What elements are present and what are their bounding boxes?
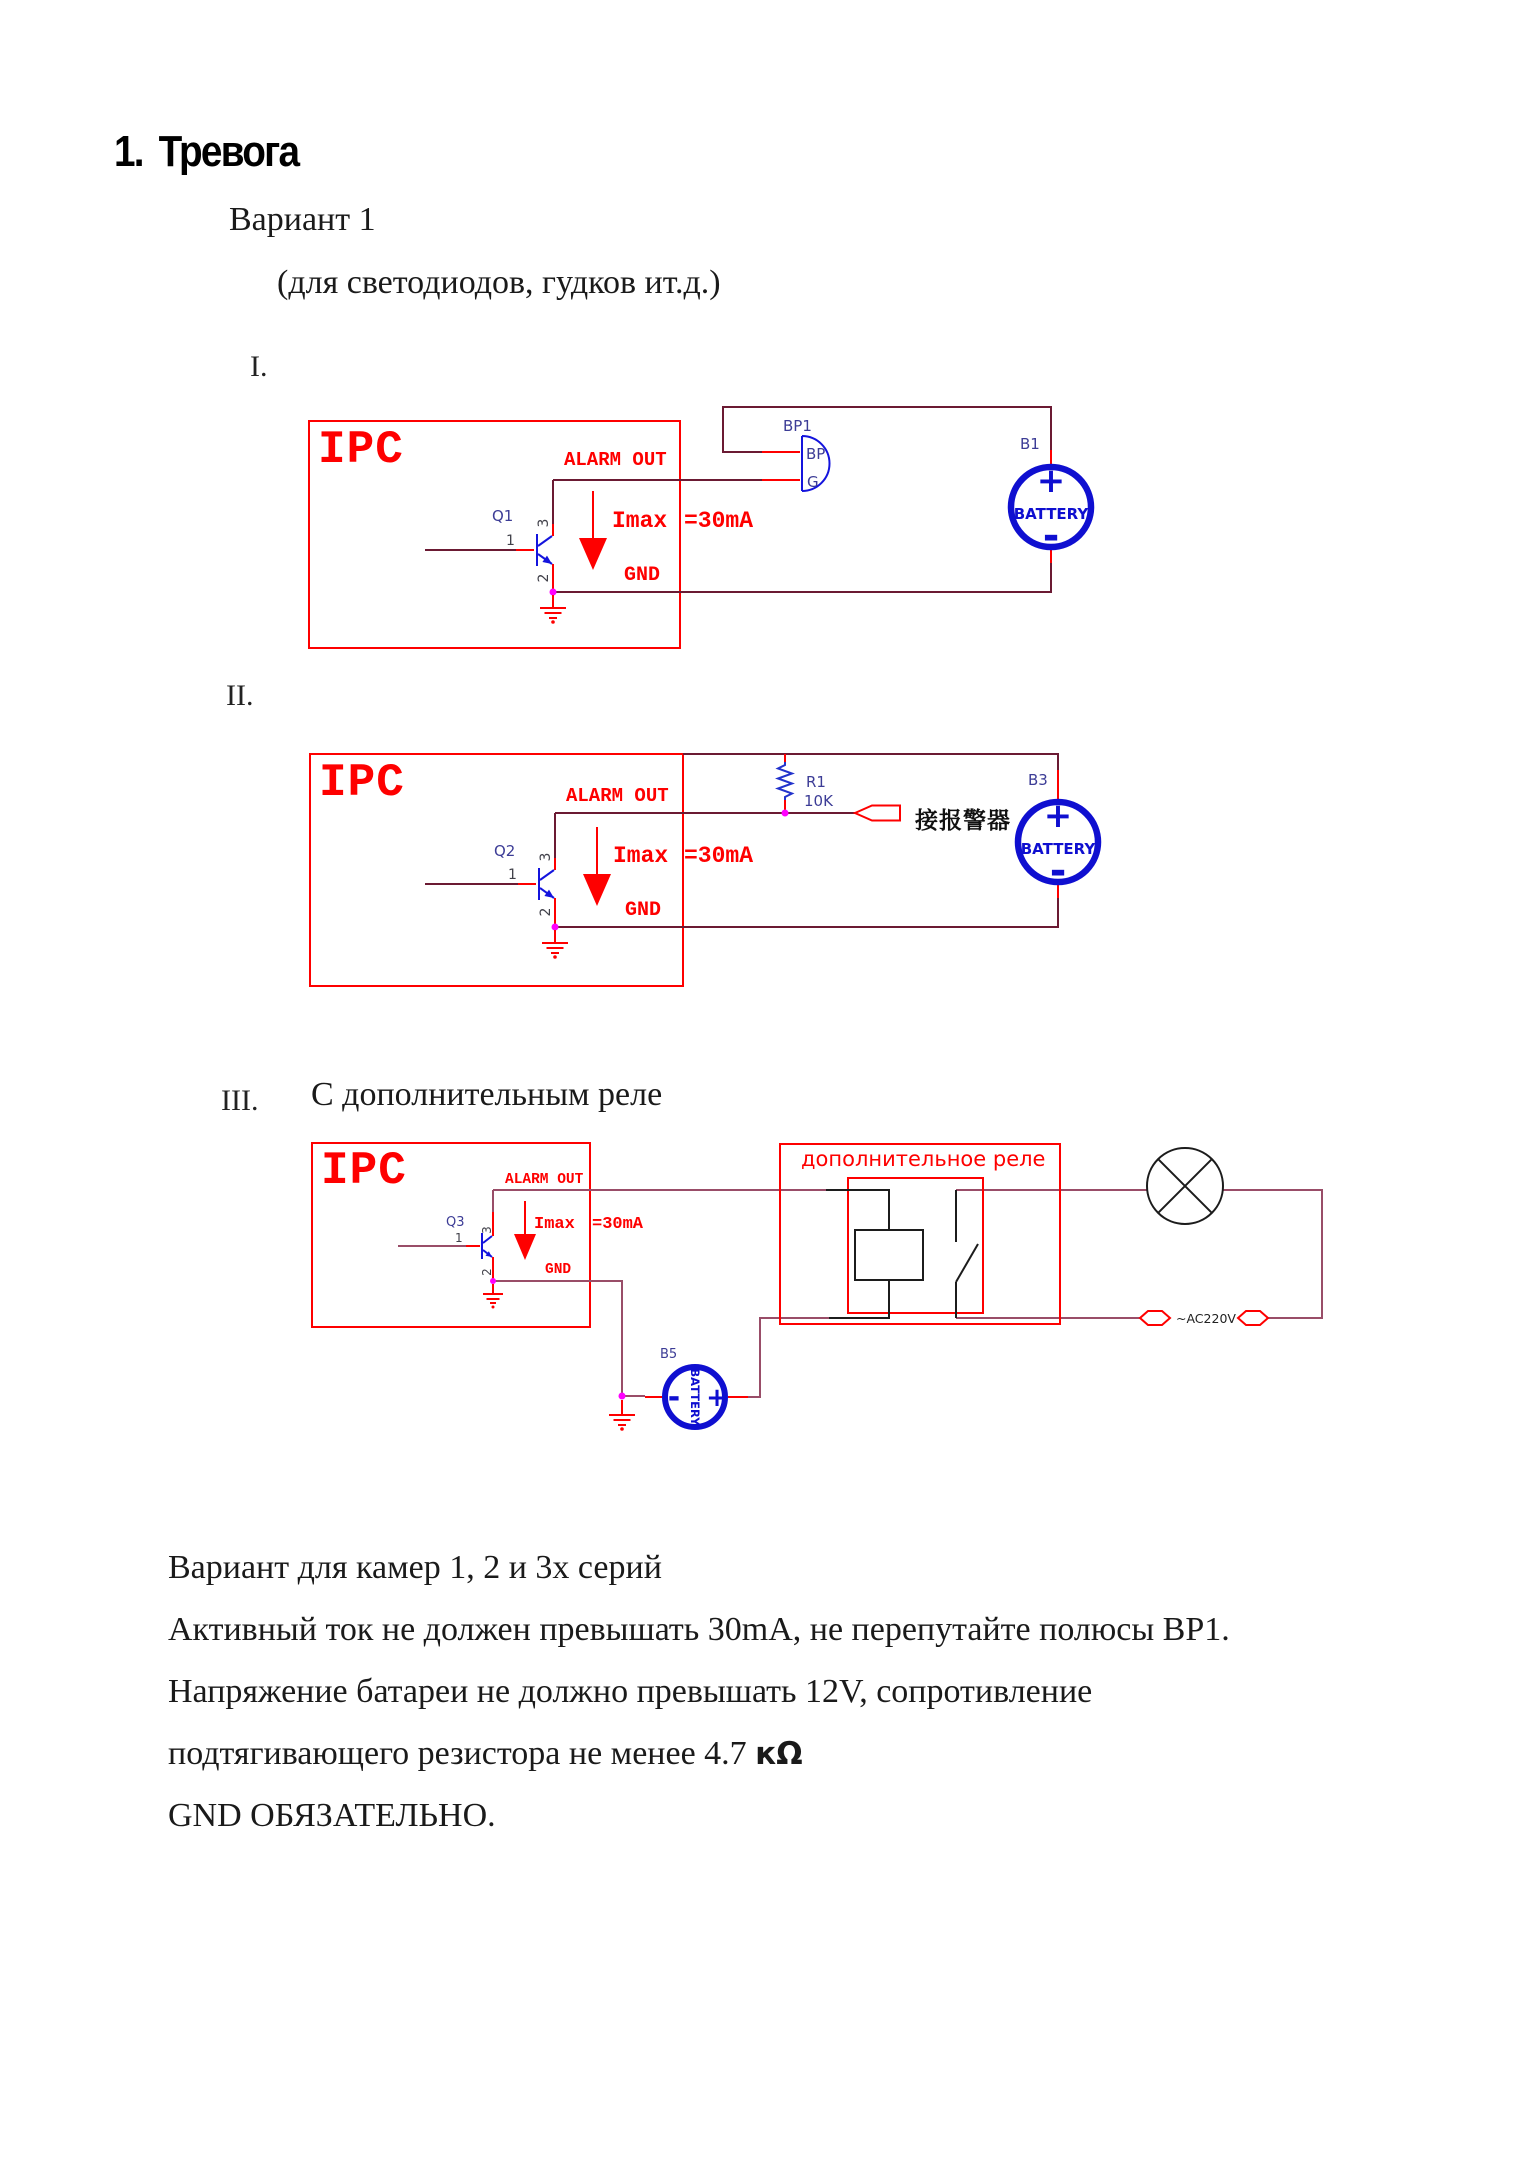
transistor-collector — [540, 870, 554, 880]
ipc-label: IPC — [321, 1145, 407, 1197]
resistor-value: 10K — [804, 792, 833, 810]
wire — [748, 1318, 829, 1397]
resistance-unit: кΩ — [755, 1736, 803, 1772]
ground-symbol — [542, 930, 568, 959]
ground-bars — [540, 608, 566, 618]
battery-plus: + — [1036, 461, 1066, 501]
relay-title: дополнительное реле — [801, 1147, 1046, 1171]
section-3-title: С дополнительным реле — [311, 1076, 663, 1113]
net-connector-icon — [855, 806, 900, 821]
resistor-zigzag — [778, 762, 792, 800]
arrow-head — [514, 1234, 536, 1260]
wire — [683, 754, 1058, 770]
circuit-ii-diagram — [310, 754, 1098, 986]
transistor-collector — [483, 1236, 492, 1243]
circuit-iii-diagram — [312, 1143, 1322, 1431]
lamp-icon — [1147, 1148, 1223, 1224]
ground-symbol — [483, 1284, 503, 1309]
ac-source — [1140, 1311, 1268, 1326]
ground-dot — [620, 1427, 624, 1431]
pin-3-label: 3 — [536, 518, 552, 528]
arrow-head — [583, 874, 611, 906]
lamp-cross — [1158, 1159, 1212, 1213]
alarm-device-tag: 接报警器 — [915, 808, 1011, 834]
transistor-q2 — [539, 868, 554, 900]
ground-bars — [609, 1415, 635, 1425]
ac-voltage-label: ~AC220V — [1176, 1311, 1236, 1326]
imax-label: Imax — [612, 508, 668, 534]
imax-label: Imax — [613, 843, 669, 869]
emitter-arrow — [542, 556, 552, 564]
resistor-r1 — [778, 762, 834, 810]
pin-1-label: 1 — [506, 533, 515, 549]
transistor-q3 — [482, 1233, 492, 1259]
notes-block — [168, 1548, 1230, 1858]
switch-blade — [956, 1244, 978, 1282]
battery-b5 — [660, 1347, 728, 1427]
note-line: Напряжение батареи не должно превышать 12V, сопротивление — [168, 1673, 1093, 1710]
ground-symbol — [540, 595, 566, 624]
buzzer-pin-bp: BP — [806, 445, 826, 463]
imax-value: =30mA — [684, 843, 754, 869]
transistor-collector — [538, 536, 552, 546]
ac-connector-icon — [1238, 1311, 1268, 1325]
battery-plus: + — [1043, 796, 1073, 836]
battery-minus: - — [1049, 848, 1067, 894]
ground-bars — [483, 1294, 503, 1303]
pin-2-label: 2 — [536, 573, 552, 583]
battery-minus: - — [1042, 513, 1060, 559]
wire — [1223, 1190, 1322, 1318]
alarm-out-label: ALARM OUT — [566, 785, 669, 807]
battery-plus: + — [706, 1383, 728, 1413]
relay-outer-box — [780, 1144, 1060, 1324]
note-line: Активный ток не должен превышать 30mA, не перепутайте полюсы BP1. — [168, 1611, 1230, 1648]
ground-bars — [542, 943, 568, 953]
section-numeral-1: I. — [250, 350, 268, 383]
alarm-out-label: ALARM OUT — [505, 1172, 584, 1188]
imax-label: Imax — [534, 1215, 575, 1234]
buzzer-refdes: BP1 — [783, 417, 812, 435]
gnd-label: GND — [625, 899, 662, 922]
circuit-i-diagram — [309, 407, 1091, 648]
battery-refdes: B3 — [1028, 771, 1048, 789]
emitter-arrow — [544, 890, 554, 898]
heading-title: Тревога — [158, 127, 299, 176]
transistor-q1 — [537, 534, 552, 566]
current-arrow-icon — [514, 1201, 536, 1260]
current-arrow-icon — [579, 491, 607, 570]
wire — [723, 407, 1051, 452]
battery-text: BATTERY — [1020, 840, 1096, 858]
junction-dot — [552, 924, 559, 931]
note-line-text: подтягивающего резистора не менее 4.7 — [168, 1735, 756, 1772]
transistor-refdes: Q2 — [494, 842, 516, 860]
transistor-refdes: Q1 — [492, 507, 514, 525]
junction-dot — [550, 589, 557, 596]
battery-refdes: B1 — [1020, 435, 1040, 453]
ground-dot — [492, 1306, 495, 1309]
variant-subtitle: Вариант 1 — [229, 201, 376, 238]
relay-inner-box — [848, 1178, 983, 1313]
pin-1-label: 1 — [508, 867, 517, 883]
pin-3-label: 3 — [538, 852, 554, 862]
relay-module — [780, 1144, 1060, 1324]
battery-text: BATTERY — [1013, 505, 1089, 523]
note-line: GND ОБЯЗАТЕЛЬНО. — [168, 1797, 496, 1834]
battery-refdes: B5 — [660, 1347, 678, 1362]
coil-top-wire — [826, 1190, 889, 1230]
pin-2-label: 2 — [538, 907, 554, 917]
pin-1-label: 1 — [455, 1231, 463, 1245]
relay-coil — [855, 1230, 923, 1280]
variant-note: (для светодиодов, гудков ит.д.) — [277, 264, 721, 301]
gnd-label: GND — [545, 1262, 572, 1278]
junction-dot — [619, 1393, 626, 1400]
battery-text: BATTERY — [688, 1368, 702, 1426]
ground-dot — [553, 955, 557, 959]
heading-number: 1. — [114, 127, 143, 176]
transistor-refdes: Q3 — [446, 1215, 465, 1230]
ipc-label: IPC — [319, 757, 405, 809]
wire — [493, 1281, 622, 1396]
note-line: Вариант для камер 1, 2 и 3х серий — [168, 1549, 662, 1586]
ipc-label: IPC — [318, 424, 404, 476]
arrow-head — [579, 538, 607, 570]
ground-symbol — [609, 1400, 635, 1431]
pin-2-label: 2 — [480, 1268, 494, 1276]
pin-3-label: 3 — [480, 1226, 494, 1234]
battery-minus: - — [667, 1380, 681, 1415]
section-numeral-3: III. — [221, 1084, 259, 1117]
buzzer-pin-g: G — [807, 473, 819, 491]
junction-dot — [782, 810, 789, 817]
imax-value: =30mA — [684, 508, 754, 534]
note-line — [168, 1734, 1230, 1796]
ground-dot — [551, 620, 555, 624]
alarm-out-label: ALARM OUT — [564, 449, 667, 471]
current-arrow-icon — [583, 827, 611, 906]
imax-value: =30mA — [592, 1215, 644, 1234]
gnd-label: GND — [624, 564, 661, 587]
junction-dot — [490, 1278, 496, 1284]
ac-connector-icon — [1140, 1311, 1170, 1325]
resistor-refdes: R1 — [806, 773, 826, 791]
section-numeral-2: II. — [226, 679, 254, 712]
